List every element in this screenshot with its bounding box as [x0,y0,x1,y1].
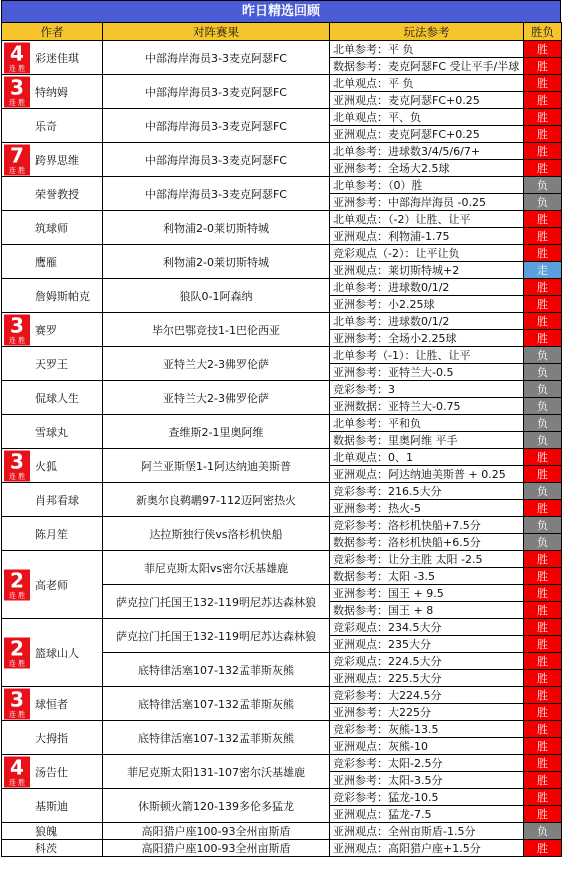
results-table [1,22,562,857]
play-cell: 竞彩参考：大224.5分 [330,687,524,704]
streak-badge [4,756,30,787]
result-badge: 胜 [524,449,562,466]
author-cell [2,449,103,483]
table-row [2,211,562,228]
author-name: 科茨 [35,842,57,855]
page-title: 昨日精选回顾 [1,0,561,22]
match-cell: 中部海岸海员3-3麦克阿瑟FC [103,177,330,211]
match-cell: 高阳猎户座100-93全州亩斯盾 [103,823,330,840]
result-badge: 胜 [524,330,562,347]
author-name: 荣誉教授 [35,187,79,201]
author-cell [2,551,103,619]
table-row [2,823,562,840]
play-cell: 亚洲观点：灰熊-10 [330,738,524,755]
streak-count: 3 [10,687,24,711]
result-badge: 胜 [524,75,562,92]
author-name: 特纳姆 [35,85,68,99]
table-row [2,483,562,500]
streak-badge [4,144,30,175]
result-badge: 胜 [524,602,562,619]
match-cell: 高阳猎户座100-93全州亩斯盾 [103,840,330,857]
play-cell: 北单参考：进球数0/1/2 [330,313,524,330]
header-play: 玩法参考 [330,23,524,41]
match-cell: 底特律活塞107-132孟菲斯灰熊 [103,687,330,721]
streak-label: 连 胜 [8,778,26,786]
result-badge: 胜 [524,568,562,585]
author-cell [2,687,103,721]
play-cell: 亚洲观点：莱切斯特城+2 [330,262,524,279]
match-cell: 中部海岸海员3-3麦克阿瑟FC [103,41,330,75]
play-cell: 亚洲参考：国王 + 9.5 [330,585,524,602]
author-name: 鹰雁 [35,255,57,269]
play-cell: 亚洲观点：麦克阿瑟FC+0.25 [330,126,524,143]
author-cell [2,41,103,75]
result-badge: 胜 [524,109,562,126]
streak-label: 连 胜 [8,166,26,174]
match-cell: 利物浦2-0莱切斯特城 [103,245,330,279]
streak-badge [4,637,30,668]
play-cell: 亚洲参考：全场大2.5球 [330,160,524,177]
author-name: 球恒者 [35,697,68,711]
result-badge: 胜 [524,687,562,704]
author-name: 高老师 [35,578,68,592]
result-badge: 负 [524,415,562,432]
play-cell: 北单参考：平 负 [330,41,524,58]
play-cell: 竞彩观点：234.5大分 [330,619,524,636]
play-cell: 北单参考：进球数0/1/2 [330,279,524,296]
result-badge: 胜 [524,296,562,313]
author-cell [2,279,103,313]
header-author: 作者 [2,23,103,41]
streak-label: 连 胜 [8,472,26,480]
result-badge: 胜 [524,721,562,738]
result-badge: 胜 [524,211,562,228]
author-name: 火狐 [35,459,57,473]
result-badge: 胜 [524,636,562,653]
table-row [2,721,562,738]
play-cell: 数据参考：洛杉机快船+6.5分 [330,534,524,551]
streak-badge [4,688,30,719]
play-cell: 数据参考：里奥阿维 平手 [330,432,524,449]
result-badge: 胜 [524,806,562,823]
result-badge: 胜 [524,653,562,670]
result-badge: 负 [524,194,562,211]
result-badge: 胜 [524,92,562,109]
match-cell: 利物浦2-0莱切斯特城 [103,211,330,245]
author-cell [2,483,103,517]
result-badge: 胜 [524,755,562,772]
table-row [2,41,562,58]
match-cell: 查维斯2-1里奥阿维 [103,415,330,449]
author-cell [2,75,103,109]
result-badge: 胜 [524,619,562,636]
play-cell: 数据参考：太阳 -3.5 [330,568,524,585]
match-cell: 阿兰亚斯堡1-1阿达纳迪美斯普 [103,449,330,483]
play-cell: 亚洲观点：225.5大分 [330,670,524,687]
play-cell: 亚洲观点：235大分 [330,636,524,653]
streak-badge [4,42,30,73]
play-cell: 亚洲数据：亚特兰大-0.75 [330,398,524,415]
table-row [2,517,562,534]
play-cell: 亚洲参考：太阳-3.5分 [330,772,524,789]
author-cell [2,619,103,687]
play-cell: 亚洲参考：大225分 [330,704,524,721]
author-name: 彩迷佳琪 [35,51,79,65]
author-cell [2,347,103,381]
match-cell: 中部海岸海员3-3麦克阿瑟FC [103,109,330,143]
streak-count: 4 [10,41,24,65]
author-name: 雪球丸 [35,425,68,439]
author-name: 筑球师 [35,221,68,235]
result-badge: 胜 [524,772,562,789]
match-cell: 萨克拉门托国王132-119明尼苏达森林狼 [103,619,330,653]
streak-count: 3 [10,313,24,337]
table-row [2,789,562,806]
author-cell [2,517,103,551]
author-cell [2,313,103,347]
streak-badge [4,314,30,345]
author-name: 大拇指 [35,731,68,745]
play-cell: 亚洲参考：小2.25球 [330,296,524,313]
play-cell: 竞彩参考：洛杉机快船+7.5分 [330,517,524,534]
table-row [2,75,562,92]
table-row [2,313,562,330]
author-name: 基斯迪 [35,799,68,813]
result-badge: 负 [524,823,562,840]
result-badge: 负 [524,517,562,534]
streak-count: 3 [10,449,24,473]
streak-badge [4,569,30,600]
result-badge: 胜 [524,313,562,330]
author-name: 侃球人生 [35,391,79,405]
match-cell: 底特律活塞107-132孟菲斯灰熊 [103,653,330,687]
table-row [2,840,562,857]
streak-label: 连 胜 [8,98,26,106]
result-badge: 胜 [524,279,562,296]
play-cell: 亚洲观点：高阳猎户座+1.5分 [330,840,524,857]
table-row [2,177,562,194]
result-badge: 负 [524,534,562,551]
result-badge: 胜 [524,500,562,517]
play-cell: 竞彩参考：3 [330,381,524,398]
play-cell: 竞彩参考：让分主胜 太阳 -2.5 [330,551,524,568]
play-cell: 北单观点：平、负 [330,109,524,126]
result-badge: 胜 [524,58,562,75]
streak-count: 3 [10,75,24,99]
author-cell [2,415,103,449]
table-row [2,687,562,704]
author-name: 狼魄 [35,825,57,838]
result-badge: 胜 [524,126,562,143]
match-cell: 菲尼克斯太阳vs密尔沃基雄鹿 [103,551,330,585]
result-badge: 负 [524,483,562,500]
result-badge: 胜 [524,160,562,177]
play-cell: 亚洲观点：利物浦-1.75 [330,228,524,245]
result-badge: 负 [524,177,562,194]
play-cell: 北单观点：（-2）让胜、让平 [330,211,524,228]
match-cell: 底特律活塞107-132孟菲斯灰熊 [103,721,330,755]
streak-count: 7 [10,143,24,167]
header-match: 对阵赛果 [103,23,330,41]
author-cell [2,823,103,840]
play-cell: 亚洲观点：麦克阿瑟FC+0.25 [330,92,524,109]
author-name: 陈月笙 [35,527,68,541]
streak-count: 4 [10,755,24,779]
play-cell: 竞彩参考：灰熊-13.5 [330,721,524,738]
result-badge: 负 [524,347,562,364]
author-name: 赛罗 [35,323,57,337]
play-cell: 数据参考：国王 + 8 [330,602,524,619]
match-cell: 新奥尔良鹈鹕97-112迈阿密热火 [103,483,330,517]
result-badge: 胜 [524,789,562,806]
play-cell: 亚洲观点：猛龙-7.5 [330,806,524,823]
table-row [2,347,562,364]
table-row [2,551,562,568]
result-badge: 胜 [524,704,562,721]
table-row [2,381,562,398]
table-row [2,619,562,636]
author-cell [2,143,103,177]
result-badge: 胜 [524,670,562,687]
streak-badge [4,76,30,107]
result-badge: 胜 [524,840,562,857]
streak-count: 2 [10,636,24,660]
play-cell: 北单参考：（0）胜 [330,177,524,194]
play-cell: 竞彩参考：太阳-2.5分 [330,755,524,772]
match-cell: 休斯顿火箭120-139多伦多猛龙 [103,789,330,823]
play-cell: 亚洲参考：亚特兰大-0.5 [330,364,524,381]
author-cell [2,381,103,415]
play-cell: 北单观点：平 负 [330,75,524,92]
play-cell: 竞彩参考：猛龙-10.5 [330,789,524,806]
play-cell: 竞彩观点：224.5大分 [330,653,524,670]
author-cell [2,789,103,823]
result-badge: 胜 [524,245,562,262]
streak-label: 连 胜 [8,659,26,667]
author-name: 肖邦看球 [35,493,79,507]
author-cell [2,211,103,245]
result-badge: 负 [524,381,562,398]
author-cell [2,840,103,857]
author-cell [2,755,103,789]
match-cell: 达拉斯独行侠vs洛杉机快船 [103,517,330,551]
play-cell: 竞彩参考：216.5大分 [330,483,524,500]
result-badge: 胜 [524,228,562,245]
result-badge: 走 [524,262,562,279]
author-name: 篮球山人 [35,646,79,660]
result-badge: 负 [524,432,562,449]
streak-count: 2 [10,568,24,592]
author-name: 汤告仕 [35,765,68,779]
table-header [2,23,562,41]
play-cell: 亚洲观点：全州亩斯盾-1.5分 [330,823,524,840]
table-row [2,415,562,432]
table-row [2,279,562,296]
table-row [2,109,562,126]
match-cell: 毕尔巴鄂竞技1-1巴伦西亚 [103,313,330,347]
header-result: 胜负 [524,23,562,41]
play-cell: 数据参考：麦克阿瑟FC 受让平手/半球 [330,58,524,75]
match-cell: 中部海岸海员3-3麦克阿瑟FC [103,143,330,177]
play-cell: 亚洲参考：中部海岸海员 -0.25 [330,194,524,211]
table-row [2,245,562,262]
match-cell: 中部海岸海员3-3麦克阿瑟FC [103,75,330,109]
author-cell [2,177,103,211]
result-badge: 负 [524,364,562,381]
author-name: 天罗王 [35,357,68,371]
result-badge: 负 [524,398,562,415]
play-cell: 北单观点：0、1 [330,449,524,466]
result-badge: 胜 [524,551,562,568]
play-cell: 竞彩观点（-2）：让平让负 [330,245,524,262]
play-cell: 亚洲参考：全场小2.25球 [330,330,524,347]
author-cell [2,109,103,143]
match-cell: 萨克拉门托国王132-119明尼苏达森林狼 [103,585,330,619]
review-board [1,0,561,857]
author-name: 詹姆斯帕克 [35,289,90,303]
play-cell: 亚洲参考：热火-5 [330,500,524,517]
play-cell: 北单参考：平和负 [330,415,524,432]
result-badge: 胜 [524,143,562,160]
author-cell [2,721,103,755]
result-badge: 胜 [524,41,562,58]
table-row [2,449,562,466]
match-cell: 亚特兰大2-3佛罗伦萨 [103,347,330,381]
author-name: 跨界思维 [35,153,79,167]
author-cell [2,245,103,279]
result-badge: 胜 [524,466,562,483]
play-cell: 北单参考：进球数3/4/5/6/7+ [330,143,524,160]
table-row [2,143,562,160]
streak-label: 连 胜 [8,64,26,72]
streak-badge [4,450,30,481]
author-name: 乐奇 [35,119,57,133]
match-cell: 菲尼克斯太阳131-107密尔沃基雄鹿 [103,755,330,789]
play-cell: 北单参考（-1）：让胜、让平 [330,347,524,364]
table-row [2,755,562,772]
result-badge: 胜 [524,738,562,755]
result-badge: 胜 [524,585,562,602]
streak-label: 连 胜 [8,591,26,599]
play-cell: 亚洲观点：阿达纳迪美斯普 + 0.25 [330,466,524,483]
streak-label: 连 胜 [8,336,26,344]
streak-label: 连 胜 [8,710,26,718]
match-cell: 亚特兰大2-3佛罗伦萨 [103,381,330,415]
match-cell: 狼队0-1阿森纳 [103,279,330,313]
